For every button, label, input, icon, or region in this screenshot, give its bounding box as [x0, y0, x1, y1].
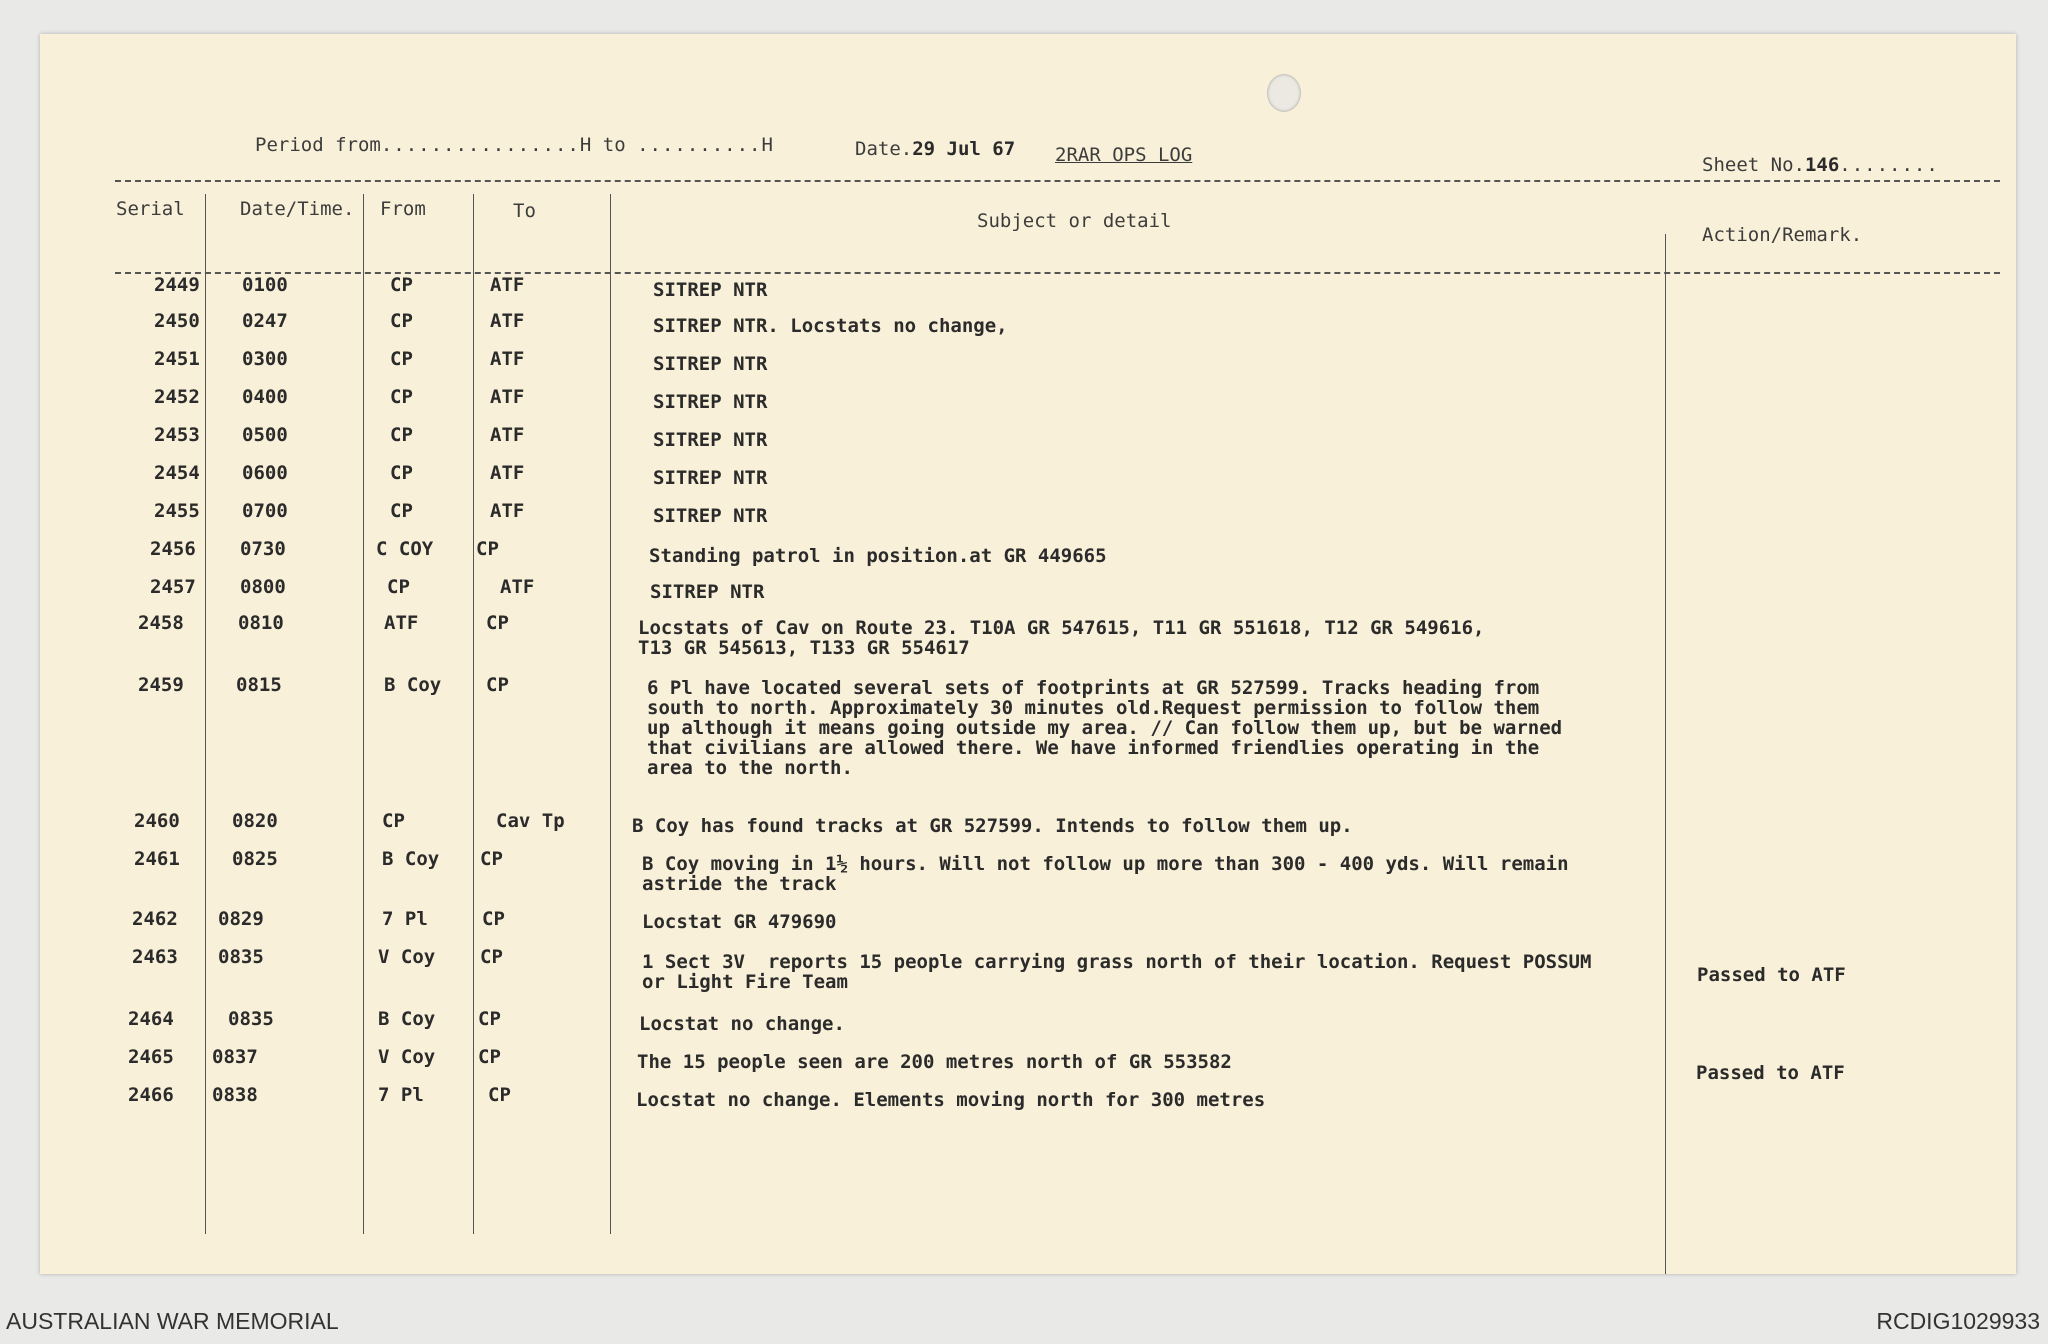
table-top-rule [115, 180, 2000, 182]
serial-cell: 2458 [138, 612, 184, 634]
date-value: 29 Jul 67 [912, 138, 1016, 160]
serial-cell: 2459 [138, 674, 184, 696]
serial-cell: 2465 [128, 1046, 174, 1068]
footer-right: RCDIG1029933 [1876, 1308, 2040, 1334]
serial-cell: 2452 [154, 386, 200, 408]
to-cell: CP [478, 1046, 501, 1068]
from-cell: 7 Pl [378, 1084, 424, 1106]
detail-cell: SITREP NTR [653, 505, 768, 527]
to-cell: Cav Tp [496, 810, 565, 832]
col-header-datetime: Date/Time. [240, 198, 355, 220]
to-cell: ATF [500, 576, 535, 598]
detail-cell: 1 Sect 3V reports 15 people carrying grass north of their location. Request POSSUM or Light Fire Team [642, 951, 1592, 993]
col-header-to: To [513, 200, 536, 222]
to-cell: ATF [490, 386, 525, 408]
from-cell: CP [390, 274, 413, 296]
col-divider-subject [1665, 234, 1666, 1274]
to-dots: .......... [637, 134, 762, 156]
to-cell: CP [480, 946, 503, 968]
sheet-label: Sheet No. [1702, 154, 1805, 176]
from-cell: C COY [376, 538, 434, 560]
to-cell: ATF [490, 274, 525, 296]
log-title-text: 2RAR OPS LOG [1055, 144, 1193, 166]
detail-cell: SITREP NTR [653, 429, 768, 451]
col-header-subject: Subject or detail [977, 210, 1172, 232]
remark-cell: Passed to ATF [1696, 1062, 1845, 1084]
detail-cell: SITREP NTR [650, 581, 765, 603]
from-cell: V Coy [378, 1046, 436, 1068]
detail-cell: Locstat no change. Elements moving north for 300 metres [636, 1089, 1266, 1111]
log-title [1055, 144, 1192, 166]
to-cell: CP [482, 908, 505, 930]
to-cell: CP [486, 674, 509, 696]
detail-cell: Locstats of Cav on Route 23. T10A GR 547615, T11 GR 551618, T12 GR 549616, T13 GR 545613, T133 GR 554617 [638, 617, 1485, 659]
period-h-to: H to [579, 134, 626, 156]
time-cell: 0825 [232, 848, 278, 870]
to-cell: ATF [490, 462, 525, 484]
sheet-field [1702, 154, 1939, 176]
col-divider-serial [205, 194, 206, 1234]
from-cell: CP [390, 386, 413, 408]
to-cell: CP [478, 1008, 501, 1030]
serial-cell: 2451 [154, 348, 200, 370]
serial-cell: 2450 [154, 310, 200, 332]
time-cell: 0835 [228, 1008, 274, 1030]
time-cell: 0835 [218, 946, 264, 968]
from-cell: B Coy [384, 674, 442, 696]
detail-cell: SITREP NTR [653, 279, 768, 301]
time-cell: 0800 [240, 576, 286, 598]
detail-cell: SITREP NTR. Locstats no change, [653, 315, 1008, 337]
to-cell: ATF [490, 424, 525, 446]
serial-cell: 2463 [132, 946, 178, 968]
serial-cell: 2457 [150, 576, 196, 598]
from-cell: CP [390, 500, 413, 522]
detail-cell: SITREP NTR [653, 391, 768, 413]
time-cell: 0500 [242, 424, 288, 446]
col-header-from: From [380, 198, 426, 220]
punch-hole [1267, 74, 1301, 112]
to-cell: CP [486, 612, 509, 634]
from-cell: B Coy [378, 1008, 436, 1030]
to-cell: ATF [490, 500, 525, 522]
from-cell: 7 Pl [382, 908, 428, 930]
time-cell: 0837 [212, 1046, 258, 1068]
time-cell: 0810 [238, 612, 284, 634]
date-field [855, 138, 1015, 160]
detail-cell: 6 Pl have located several sets of footprints at GR 527599. Tracks heading from south to north. Approximately 30 minutes old.Request permission to follow them up although it means going outside my area. // Can follow them up, but be warned that civilians are allowed there. We have informed friendlies operating in the area to the north. [647, 677, 1563, 779]
time-cell: 0600 [242, 462, 288, 484]
serial-cell: 2460 [134, 810, 180, 832]
from-cell: CP [387, 576, 410, 598]
serial-cell: 2461 [134, 848, 180, 870]
detail-cell: Locstat no change. [639, 1013, 845, 1035]
period-dots: ................ [380, 134, 580, 156]
time-cell: 0247 [242, 310, 288, 332]
period-field [255, 134, 773, 156]
serial-cell: 2466 [128, 1084, 174, 1106]
col-divider-time [363, 194, 364, 1234]
time-cell: 0815 [236, 674, 282, 696]
serial-cell: 2449 [154, 274, 200, 296]
sheet-value: 146 [1804, 154, 1840, 176]
time-cell: 0829 [218, 908, 264, 930]
time-cell: 0820 [232, 810, 278, 832]
from-cell: B Coy [382, 848, 440, 870]
to-cell: ATF [490, 348, 525, 370]
time-cell: 0400 [242, 386, 288, 408]
detail-cell: SITREP NTR [653, 353, 768, 375]
footer-left: AUSTRALIAN WAR MEMORIAL [6, 1308, 339, 1334]
time-cell: 0100 [242, 274, 288, 296]
from-cell: V Coy [378, 946, 436, 968]
from-cell: ATF [384, 612, 419, 634]
time-cell: 0700 [242, 500, 288, 522]
log-sheet [40, 34, 2016, 1274]
detail-cell: The 15 people seen are 200 metres north of GR 553582 [637, 1051, 1232, 1073]
col-divider-from [473, 194, 474, 1234]
time-cell: 0300 [242, 348, 288, 370]
serial-cell: 2455 [154, 500, 200, 522]
serial-cell: 2456 [150, 538, 196, 560]
col-header-action: Action/Remark. [1702, 224, 1863, 246]
to-cell: CP [480, 848, 503, 870]
period-h: H [761, 134, 773, 156]
date-label: Date. [855, 138, 913, 160]
from-cell: CP [390, 424, 413, 446]
to-cell: ATF [490, 310, 525, 332]
to-cell: CP [488, 1084, 511, 1106]
time-cell: 0730 [240, 538, 286, 560]
serial-cell: 2464 [128, 1008, 174, 1030]
detail-cell: Locstat GR 479690 [642, 911, 837, 933]
from-cell: CP [390, 348, 413, 370]
detail-cell: B Coy moving in 1½ hours. Will not follow up more than 300 - 400 yds. Will remain astride the track [642, 853, 1569, 895]
detail-cell: SITREP NTR [653, 467, 768, 489]
remark-cell: Passed to ATF [1697, 964, 1846, 986]
serial-cell: 2454 [154, 462, 200, 484]
from-cell: CP [390, 462, 413, 484]
col-header-serial: Serial [116, 198, 185, 220]
from-cell: CP [382, 810, 405, 832]
time-cell: 0838 [212, 1084, 258, 1106]
to-cell: CP [476, 538, 499, 560]
detail-cell: Standing patrol in position.at GR 449665 [649, 545, 1107, 567]
sheet-dots: ........ [1839, 154, 1939, 176]
period-label: Period from [255, 134, 381, 156]
detail-cell: B Coy has found tracks at GR 527599. Intends to follow them up. [632, 815, 1353, 837]
serial-cell: 2462 [132, 908, 178, 930]
serial-cell: 2453 [154, 424, 200, 446]
from-cell: CP [390, 310, 413, 332]
col-divider-to [610, 194, 611, 1234]
